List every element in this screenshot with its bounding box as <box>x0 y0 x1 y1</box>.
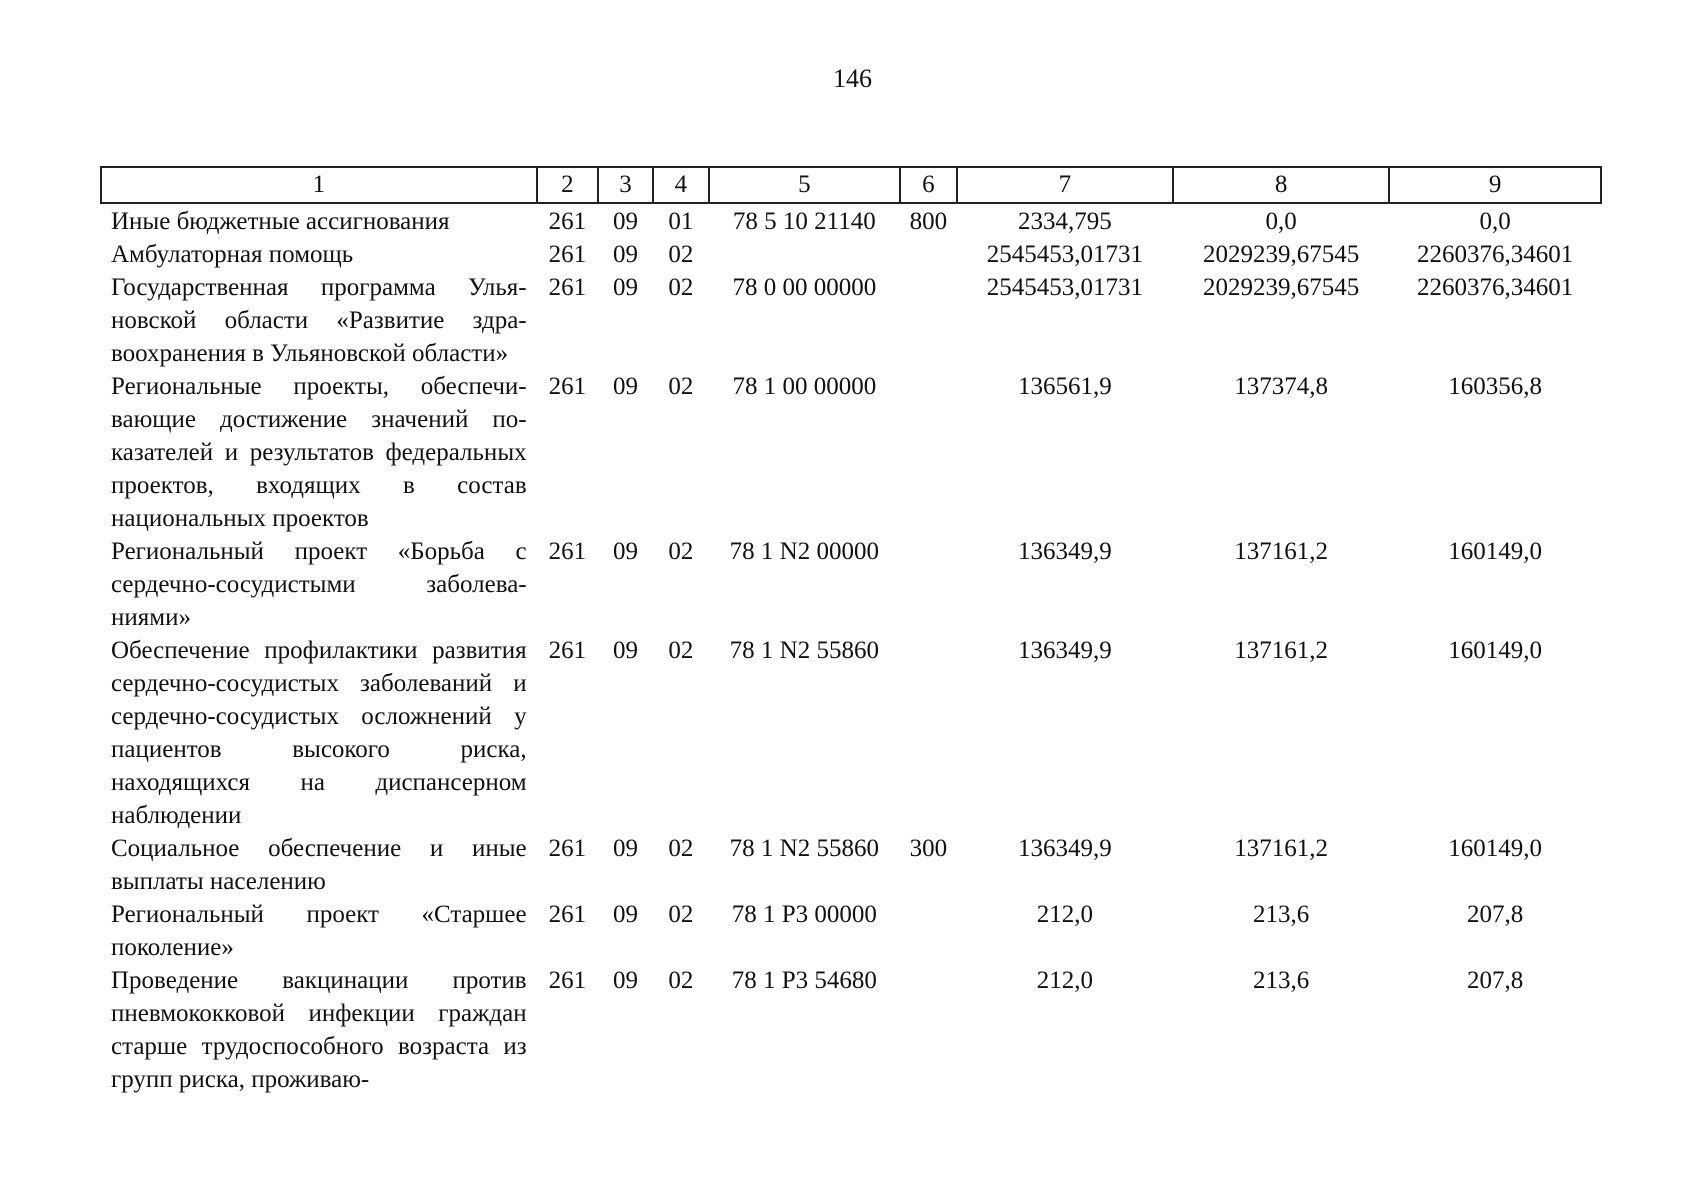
row-amount-1: 2545453,01731 <box>986 274 1144 301</box>
row-name: Амбулаторная помощь <box>111 241 354 268</box>
row-subsection-code: 02 <box>668 373 694 400</box>
row-amount-1: 212,0 <box>1036 901 1094 928</box>
row-amount-2: 137161,2 <box>1234 538 1328 565</box>
row-amount-3: 160149,0 <box>1448 835 1542 862</box>
row-name: Иные бюджетные ассигнования <box>111 208 450 235</box>
row-expense-type <box>900 634 957 832</box>
row-subsection-code: 01 <box>668 208 694 235</box>
row-amount-3: 0,0 <box>1479 208 1511 235</box>
budget-table <box>100 166 1602 1096</box>
table-body <box>101 203 1601 1096</box>
row-ministry-code: 261 <box>548 274 587 301</box>
page-number: 146 <box>833 64 872 93</box>
table-row <box>101 535 1601 634</box>
row-amount-3: 2260376,34601 <box>1416 241 1574 268</box>
row-section-code: 09 <box>612 538 638 565</box>
header-col-5: 5 <box>709 167 900 203</box>
row-target-code <box>709 238 900 271</box>
row-name: Проведение вакцинации против пневмококковой инфекции граждан старше трудоспособного возраста из групп риска, проживаю- <box>111 967 527 1093</box>
row-ministry-code: 261 <box>548 901 587 928</box>
header-col-4: 4 <box>653 167 709 203</box>
row-ministry-code: 261 <box>548 637 587 664</box>
row-section-code: 09 <box>612 208 638 235</box>
row-subsection-code: 02 <box>668 835 694 862</box>
row-amount-3: 160149,0 <box>1448 538 1542 565</box>
table-header <box>101 167 1601 203</box>
row-amount-2: 213,6 <box>1252 967 1310 994</box>
row-expense-type <box>900 535 957 634</box>
row-subsection-code: 02 <box>668 967 694 994</box>
header-col-7: 7 <box>957 167 1173 203</box>
row-name: Региональный проект «Борьба с сердечно-сосудистыми заболеваниями» <box>111 538 527 631</box>
row-amount-1: 2545453,01731 <box>986 241 1144 268</box>
row-expense-type <box>900 964 957 1096</box>
table-row <box>101 832 1601 898</box>
row-amount-2: 137161,2 <box>1234 835 1328 862</box>
row-amount-2: 0,0 <box>1265 208 1297 235</box>
row-ministry-code: 261 <box>548 538 587 565</box>
row-subsection-code: 02 <box>668 538 694 565</box>
row-amount-2: 137374,8 <box>1234 373 1328 400</box>
row-section-code: 09 <box>612 373 638 400</box>
header-col-8: 8 <box>1173 167 1389 203</box>
row-target-code: 78 0 00 00000 <box>732 274 877 301</box>
row-expense-type <box>900 898 957 964</box>
row-target-code: 78 5 10 21140 <box>732 208 876 235</box>
row-ministry-code: 261 <box>548 241 587 268</box>
row-section-code: 09 <box>612 637 638 664</box>
row-amount-1: 2334,795 <box>1018 208 1112 235</box>
row-name: Социальное обеспечение и иные выплаты населению <box>111 835 527 895</box>
row-amount-3: 160149,0 <box>1448 637 1542 664</box>
row-section-code: 09 <box>612 901 638 928</box>
row-section-code: 09 <box>612 835 638 862</box>
row-amount-3: 207,8 <box>1466 901 1524 928</box>
table-row <box>101 271 1601 370</box>
row-expense-type: 300 <box>909 835 948 862</box>
table-row <box>101 634 1601 832</box>
header-col-1: 1 <box>101 167 537 203</box>
row-name: Региональный проект «Старшее поколение» <box>111 901 527 961</box>
row-amount-2: 137161,2 <box>1234 637 1328 664</box>
row-name: Обеспечение профилактики развития сердечно-сосудистых заболеваний и сердечно-сосудистых осложнений у пациентов высокого риска, находящихся на диспансерном наблюдении <box>111 637 527 829</box>
row-name: Региональные проекты, обеспечивающие достижение значений показателей и результатов федеральных проектов, входящих в состав национальных проектов <box>111 373 527 532</box>
row-amount-1: 136561,9 <box>1018 373 1112 400</box>
table-row <box>101 898 1601 964</box>
row-amount-1: 136349,9 <box>1018 538 1112 565</box>
row-name: Государственная программа Ульяновской области «Развитие здравоохранения в Ульяновской области» <box>111 274 527 367</box>
row-section-code: 09 <box>612 967 638 994</box>
header-col-6: 6 <box>900 167 957 203</box>
header-col-3: 3 <box>598 167 653 203</box>
row-amount-2: 2029239,67545 <box>1202 241 1360 268</box>
row-subsection-code: 02 <box>668 637 694 664</box>
header-col-2: 2 <box>537 167 598 203</box>
row-target-code: 78 1 N2 55860 <box>729 637 879 664</box>
row-ministry-code: 261 <box>548 835 587 862</box>
row-target-code: 78 1 P3 54680 <box>731 967 877 994</box>
row-target-code: 78 1 00 00000 <box>732 373 877 400</box>
row-expense-type <box>900 271 957 370</box>
header-col-9: 9 <box>1389 167 1601 203</box>
row-expense-type <box>900 370 957 535</box>
row-section-code: 09 <box>612 241 638 268</box>
row-amount-1: 212,0 <box>1036 967 1094 994</box>
table-row <box>101 203 1601 238</box>
row-amount-1: 136349,9 <box>1018 637 1112 664</box>
row-section-code: 09 <box>612 274 638 301</box>
table-row <box>101 370 1601 535</box>
row-target-code: 78 1 P3 00000 <box>731 901 877 928</box>
row-expense-type: 800 <box>909 208 948 235</box>
table-row <box>101 238 1601 271</box>
row-amount-2: 2029239,67545 <box>1202 274 1360 301</box>
row-amount-3: 160356,8 <box>1448 373 1542 400</box>
row-target-code: 78 1 N2 55860 <box>729 835 879 862</box>
header-row <box>101 167 1601 203</box>
table-row <box>101 964 1601 1096</box>
row-expense-type <box>900 238 957 271</box>
row-ministry-code: 261 <box>548 373 587 400</box>
row-amount-3: 207,8 <box>1466 967 1524 994</box>
row-amount-3: 2260376,34601 <box>1416 274 1574 301</box>
row-amount-2: 213,6 <box>1252 901 1310 928</box>
row-subsection-code: 02 <box>668 901 694 928</box>
row-ministry-code: 261 <box>548 967 587 994</box>
row-subsection-code: 02 <box>668 241 694 268</box>
row-subsection-code: 02 <box>668 274 694 301</box>
row-target-code: 78 1 N2 00000 <box>729 538 879 565</box>
row-ministry-code: 261 <box>548 208 587 235</box>
row-amount-1: 136349,9 <box>1018 835 1112 862</box>
